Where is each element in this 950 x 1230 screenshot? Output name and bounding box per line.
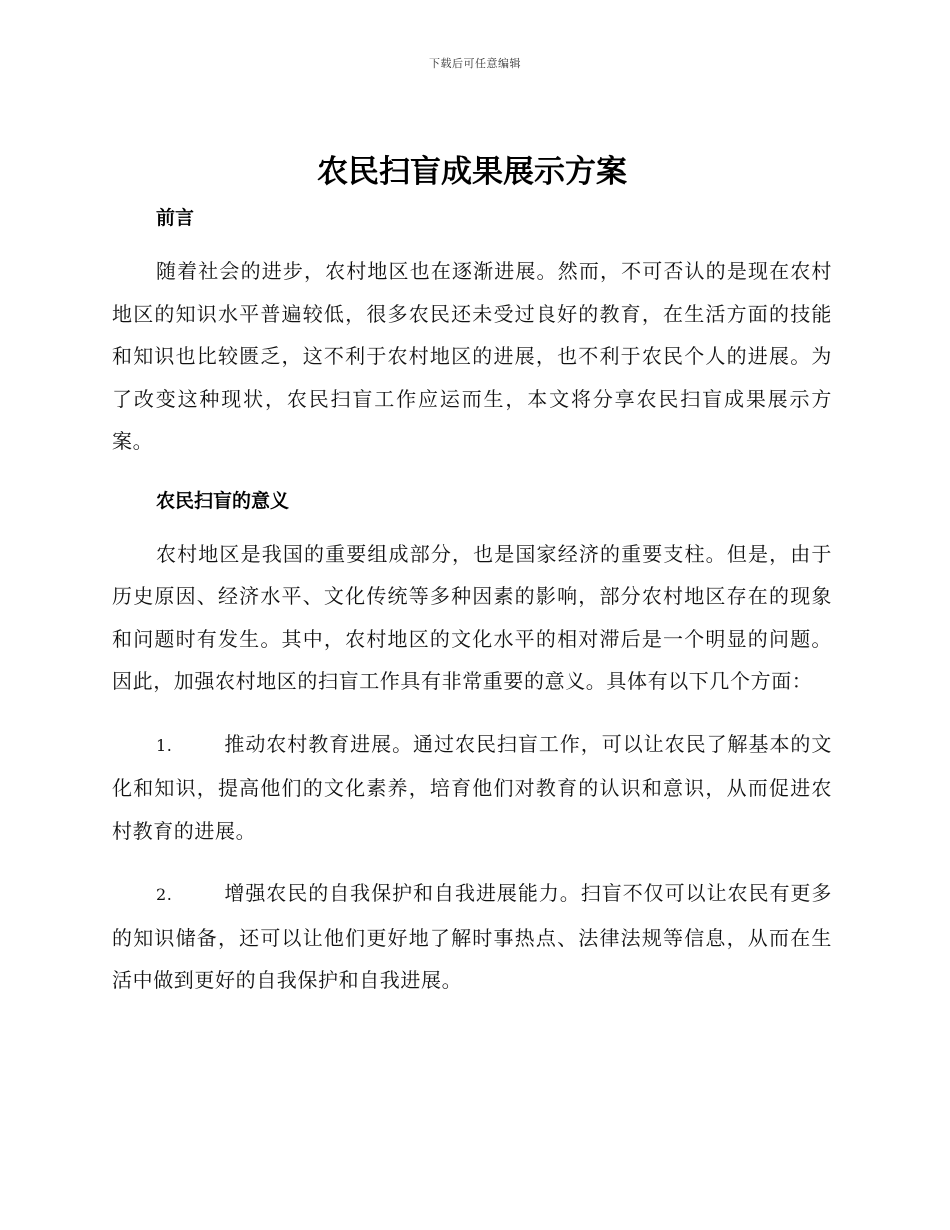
list-item-text: 推动农村教育进展。通过农民扫盲工作，可以让农民了解基本的文化和知识，提高他们的文化素养，培育他们对教育的认识和意识，从而促进农村教育的进展。 xyxy=(112,731,832,843)
spacer xyxy=(112,463,832,483)
list-item-number: 1. xyxy=(156,735,173,755)
section-heading-preface: 前言 xyxy=(156,207,195,229)
list-item-number: 2. xyxy=(156,885,173,904)
document-title: 农民扫盲成果展示方案 xyxy=(317,154,627,190)
document-body xyxy=(112,148,832,1002)
spacer xyxy=(112,703,832,723)
list-item xyxy=(112,723,832,853)
spacer xyxy=(112,852,832,872)
spacer xyxy=(112,236,832,250)
list-item-text: 增强农民的自我保护和自我进展能力。扫盲不仅可以让农民有更多的知识储备，还可以让他们更好地了解时事热点、法律法规等信息，从而在生活中做到更好的自我保护和自我进展。 xyxy=(112,881,832,992)
section-heading-significance: 农民扫盲的意义 xyxy=(156,489,290,512)
list-item xyxy=(112,872,832,1002)
paragraph-significance: 农村地区是我国的重要组成部分，也是国家经济的重要支柱。但是，由于历史原因、经济水平、文化传统等多种因素的影响，部分农村地区存在的现象和问题时有发生。其中，农村地区的文化水平的相对滞后是一个明显的问题。因此，加强农村地区的扫盲工作具有非常重要的意义。具体有以下几个方面： xyxy=(112,541,832,693)
paragraph-preface: 随着社会的进步，农村地区也在逐渐进展。然而，不可否认的是现在农村地区的知识水平普遍较低，很多农民还未受过良好的教育，在生活方面的技能和知识也比较匮乏，这不利于农村地区的进展，也不利于农民个人的进展。为了改变这种现状，农民扫盲工作应运而生，本文将分享农民扫盲成果展示方案。 xyxy=(112,259,832,453)
header-note: 下载后可任意编辑 xyxy=(429,57,521,70)
spacer xyxy=(112,519,832,533)
